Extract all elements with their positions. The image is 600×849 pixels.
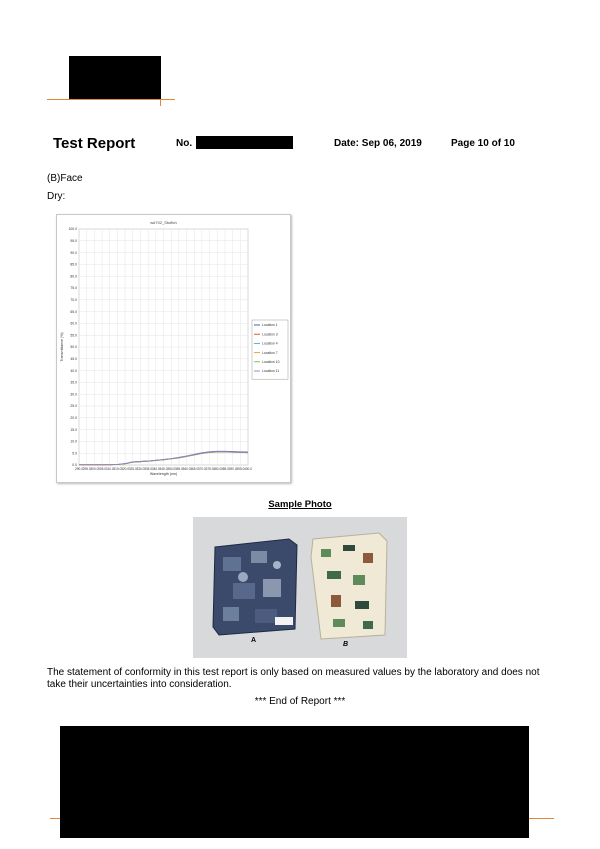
x-tick-label: 325.0 (128, 467, 137, 471)
redacted-report-number (196, 136, 293, 149)
legend-label: Location 10 (262, 360, 280, 364)
x-tick-label: 300.0 (90, 467, 99, 471)
x-tick-label: 360.0 (182, 467, 191, 471)
section-sub: Dry: (47, 191, 66, 202)
y-tick-label: 85.0 (70, 262, 77, 267)
report-title: Test Report (53, 135, 136, 152)
x-tick-label: 295.0 (82, 467, 91, 471)
page-number: Page 10 of 10 (451, 138, 515, 149)
x-tick-label: 345.0 (159, 467, 168, 471)
section-label: (B)Face (47, 173, 83, 184)
conformity-statement: The statement of conformity in this test report is only based on measured values by the laboratory and does not take their uncertainties into consideration. (47, 667, 540, 690)
x-tick-label: 375.0 (205, 467, 214, 471)
x-tick-label: 390.0 (228, 467, 237, 471)
report-no-label: No. (176, 138, 193, 149)
y-tick-label: 55.0 (70, 333, 77, 338)
x-tick-label: 330.0 (136, 467, 145, 471)
x-tick-label: 400.0 (244, 467, 252, 471)
x-tick-label: 305.0 (98, 467, 107, 471)
end-of-report: *** End of Report *** (254, 696, 346, 707)
fabric-sample-a (213, 539, 297, 635)
legend-label: Location 1 (262, 323, 278, 328)
y-tick-label: 45.0 (70, 357, 77, 361)
report-date: Date: Sep 06, 2019 (334, 138, 422, 149)
photo-label-b: B (343, 641, 349, 648)
x-tick-label: 340.0 (151, 467, 160, 471)
y-tick-label: 60.0 (70, 321, 77, 326)
y-axis-label: Transmittance (%) (60, 332, 64, 362)
redacted-footer (60, 726, 529, 838)
legend-label: Location 7 (262, 350, 278, 355)
y-tick-label: 90.0 (70, 250, 77, 255)
x-tick-label: 335.0 (144, 467, 153, 471)
x-tick-label: 370.0 (197, 467, 206, 471)
legend-label: Location 4 (262, 341, 278, 346)
x-tick-label: 320.0 (121, 467, 130, 471)
y-tick-label: 95.0 (70, 239, 77, 243)
transmittance-chart (57, 215, 290, 482)
photo-heading: Sample Photo (268, 499, 332, 510)
y-tick-label: 80.0 (70, 274, 77, 279)
sample-photo-image (193, 517, 407, 658)
redacted-logo (69, 56, 161, 99)
fabric-sample-b (311, 533, 387, 639)
chart-frame (56, 214, 291, 483)
y-tick-label: 25.0 (70, 404, 77, 409)
x-tick-label: 315.0 (113, 467, 122, 471)
x-tick-label: 395.0 (236, 467, 245, 471)
y-tick-label: 5.0 (72, 451, 77, 456)
y-tick-label: 20.0 (70, 416, 77, 420)
x-tick-label: 365.0 (190, 467, 199, 471)
y-tick-label: 100.0 (68, 227, 77, 232)
x-tick-label: 350.0 (167, 467, 176, 471)
y-tick-label: 0.0 (72, 463, 77, 468)
y-tick-label: 70.0 (70, 298, 77, 302)
legend-label: Location 11 (262, 369, 280, 374)
x-tick-label: 290.0 (75, 467, 83, 471)
y-tick-label: 50.0 (70, 345, 77, 350)
legend-label: Location 3 (262, 332, 278, 337)
chart-title: w#702_Stuffch (150, 220, 177, 225)
y-tick-label: 65.0 (70, 309, 77, 314)
x-tick-label: 355.0 (174, 467, 183, 471)
y-tick-label: 75.0 (70, 286, 77, 291)
x-tick-label: 385.0 (220, 467, 229, 471)
y-tick-label: 35.0 (70, 380, 77, 385)
x-axis-label: Wavelength (nm) (149, 472, 178, 476)
y-tick-label: 10.0 (70, 439, 77, 444)
sample-photo (193, 517, 407, 658)
photo-label-a: A (251, 637, 257, 644)
x-tick-label: 380.0 (213, 467, 222, 471)
logo-accent-line (47, 99, 175, 100)
y-tick-label: 40.0 (70, 368, 77, 373)
y-tick-label: 30.0 (70, 392, 77, 397)
x-tick-label: 310.0 (105, 467, 114, 471)
y-tick-label: 15.0 (70, 427, 77, 432)
